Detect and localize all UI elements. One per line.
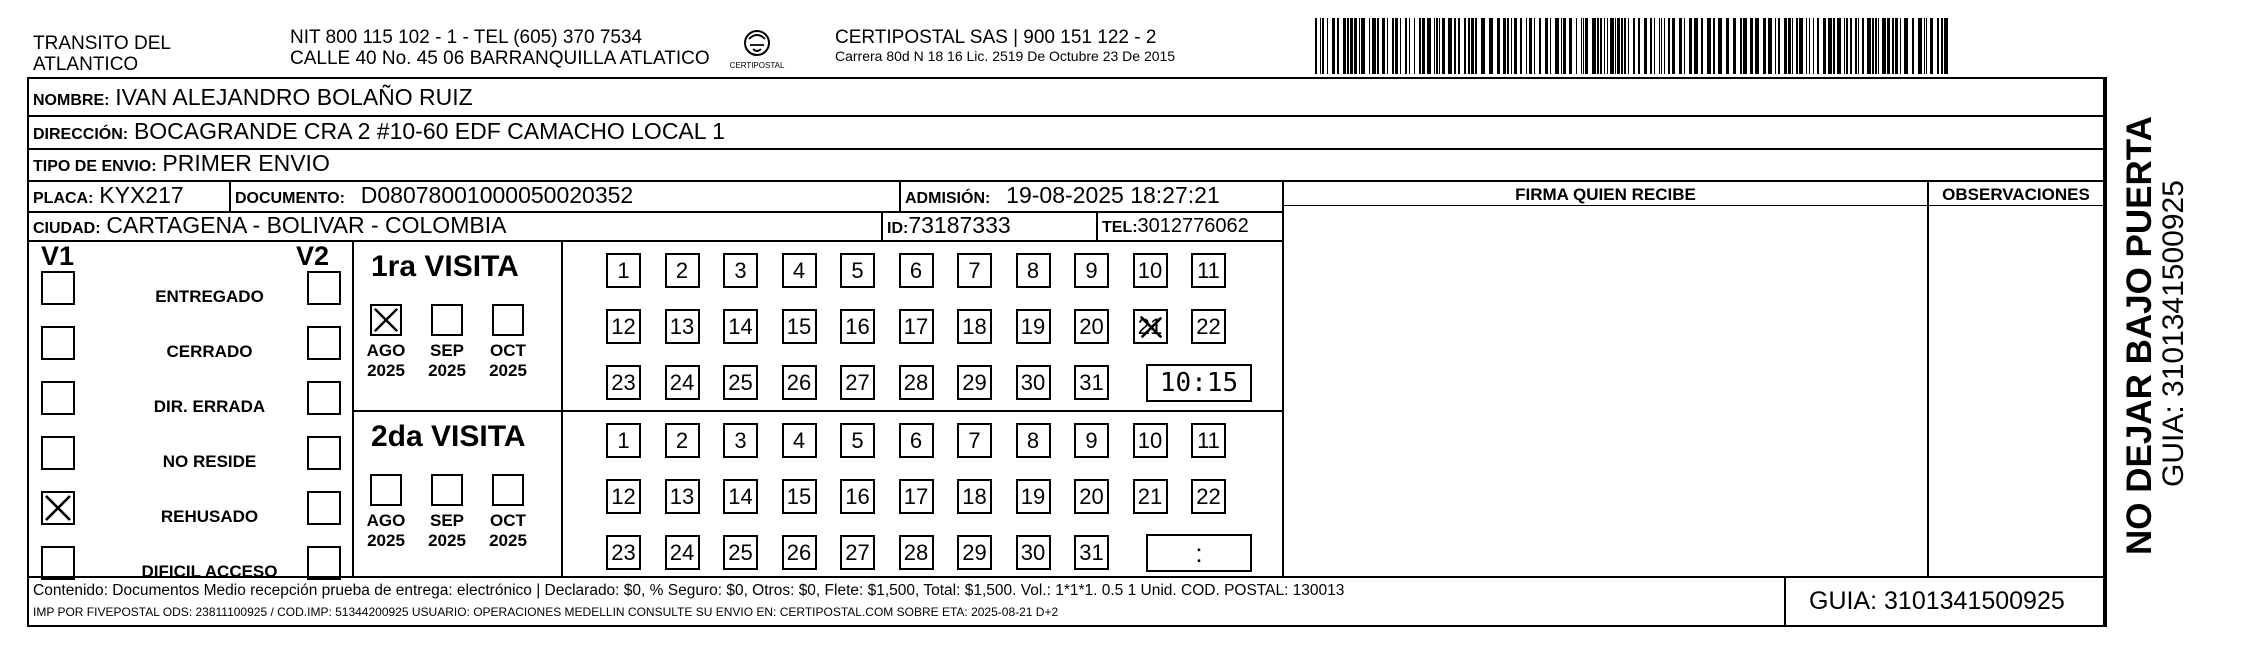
day-box[interactable]: 10: [1133, 253, 1168, 288]
day-box[interactable]: 9: [1074, 253, 1109, 288]
documento-field: [235, 183, 633, 211]
barcode-bar: [1361, 18, 1365, 74]
barcode-bar: [1545, 18, 1548, 74]
firma-header: FIRMA QUIEN RECIBE: [1515, 185, 1696, 204]
barcode-bar: [1436, 18, 1438, 74]
ciudad-value: CARTAGENA - BOLIVAR - COLOMBIA: [106, 212, 507, 238]
v2-checkbox[interactable]: [307, 271, 341, 305]
day-box[interactable]: 14: [723, 479, 758, 514]
month-checkbox[interactable]: [492, 474, 524, 506]
tipo-envio-value: PRIMER ENVIO: [162, 150, 330, 176]
day-box[interactable]: 17: [899, 479, 934, 514]
day-box[interactable]: 5: [840, 423, 875, 458]
barcode-bar: [1581, 18, 1582, 74]
day-box[interactable]: 27: [840, 365, 875, 400]
barcode-bar: [1511, 18, 1512, 74]
company-contact: [290, 27, 710, 69]
barcode-bar: [1481, 18, 1485, 74]
barcode-bar: [1534, 18, 1535, 74]
day-box[interactable]: 23: [606, 365, 641, 400]
barcode-bar: [1900, 18, 1901, 74]
barcode-bar: [1514, 18, 1517, 74]
barcode-bar: [1526, 18, 1527, 74]
barcode-bar: [1668, 18, 1670, 74]
barcode-bar: [1823, 18, 1826, 74]
barcode-bar: [1778, 18, 1780, 74]
placa-value: KYX217: [99, 182, 184, 208]
day-box[interactable]: 11: [1191, 423, 1226, 458]
day-box[interactable]: 24: [665, 535, 700, 570]
barcode-bar: [1718, 18, 1722, 74]
id-field: [887, 213, 1011, 241]
day-box[interactable]: 31: [1074, 365, 1109, 400]
day-box[interactable]: 5: [840, 253, 875, 288]
nit-line: NIT 800 115 102 - 1 - TEL (605) 370 7534: [290, 27, 643, 48]
day-box[interactable]: 18: [957, 309, 992, 344]
barcode-bar: [1684, 18, 1685, 74]
day-box[interactable]: 9: [1074, 423, 1109, 458]
month-name: OCT: [490, 511, 526, 530]
footer-guia: GUIA: 3101341500925: [1809, 587, 2065, 615]
barcode-bar: [1576, 18, 1577, 74]
month-year: 2025: [367, 531, 405, 550]
day-box[interactable]: 11: [1191, 253, 1226, 288]
barcode-bar: [1563, 18, 1566, 74]
day-box[interactable]: 21: [1133, 479, 1168, 514]
barcode-bar: [1343, 18, 1346, 74]
footer-print-line: IMP POR FIVEPOSTAL ODS: 23811100925 / COD.IMP: 51344200925 USUARIO: OPERACIONES MEDELLIN CONSULTE SU ENVIO EN: CERTIPOSTAL.COM SOBRE ETA: 2025-08-21 D+2: [33, 605, 1059, 619]
id-value: 73187333: [908, 212, 1011, 238]
v2-checkbox[interactable]: [307, 381, 341, 415]
v1-header: V1: [41, 241, 75, 271]
month-label: [423, 341, 471, 381]
barcode-bar: [1448, 18, 1452, 74]
month-name: AGO: [366, 511, 406, 530]
day-box[interactable]: 15: [782, 309, 817, 344]
barcode-bar: [1833, 18, 1835, 74]
footer-content-line: Contenido: Documentos Medio recepción prueba de entrega: electrónico | Declarado: $0, % Seguro: $0, Otros: $0, Flete: $1,500, Total: $1,500. Vol.: 1*1*1. 0.5 1 Unid. COD. POSTAL: 130013: [33, 582, 1345, 599]
barcode-bar: [1904, 18, 1908, 74]
day-box[interactable]: 13: [665, 309, 700, 344]
day-box[interactable]: 7: [957, 423, 992, 458]
barcode-bar: [1872, 18, 1874, 74]
barcode-bar: [1382, 18, 1385, 74]
barcode-bar: [1414, 18, 1415, 74]
id-label: ID:: [887, 220, 909, 237]
v1-checkbox[interactable]: [41, 546, 75, 580]
x-mark-icon: [372, 306, 400, 334]
barcode-bar: [1733, 18, 1736, 74]
month-checkbox[interactable]: [370, 474, 402, 506]
barcode-bar: [1743, 18, 1747, 74]
day-box[interactable]: 2: [665, 423, 700, 458]
nombre-value: IVAN ALEJANDRO BOLAÑO RUIZ: [115, 84, 473, 110]
tel-field: [1102, 213, 1249, 240]
barcode-bar: [1503, 18, 1506, 74]
barcode-bar: [1442, 18, 1445, 74]
month-label: [484, 511, 532, 551]
barcode-bar: [1624, 18, 1626, 74]
day-box[interactable]: 26: [782, 535, 817, 570]
barcode-bar: [1924, 18, 1925, 74]
day-box[interactable]: 1: [606, 423, 641, 458]
day-box[interactable]: 20: [1074, 479, 1109, 514]
placa-label: PLACA:: [33, 190, 94, 207]
day-box[interactable]: 31: [1074, 535, 1109, 570]
company-name: [33, 33, 171, 75]
company-line-2: ATLANTICO: [33, 54, 139, 75]
barcode-bar: [1439, 18, 1440, 74]
barcode-bar: [1664, 18, 1665, 74]
v1-checkbox[interactable]: [41, 491, 75, 525]
month-checkbox[interactable]: [492, 304, 524, 336]
day-box[interactable]: 29: [957, 535, 992, 570]
barcode-bar: [1347, 18, 1349, 74]
direccion-row: [33, 119, 725, 147]
direccion-value: BOCAGRANDE CRA 2 #10-60 EDF CAMACHO LOCAL 1: [133, 118, 725, 144]
day-box[interactable]: 2: [665, 253, 700, 288]
day-box[interactable]: 16: [840, 309, 875, 344]
barcode-bar: [1882, 18, 1886, 74]
barcode-bar: [1895, 18, 1898, 74]
barcode-bar: [1755, 18, 1759, 74]
day-box[interactable]: 18: [957, 479, 992, 514]
address-line: CALLE 40 No. 45 06 BARRANQUILLA ATLATICO: [290, 48, 710, 69]
barcode-bar: [1672, 18, 1675, 74]
barcode: [1315, 18, 1950, 74]
company-line-1: TRANSITO DEL: [33, 33, 171, 54]
barcode-bar: [1689, 18, 1692, 74]
barcode-bar: [1763, 18, 1766, 74]
month-name: AGO: [366, 341, 406, 360]
barcode-bar: [1887, 18, 1890, 74]
barcode-bar: [1585, 18, 1588, 74]
day-box[interactable]: 14: [723, 309, 758, 344]
barcode-bar: [1628, 18, 1629, 74]
barcode-bar: [1828, 18, 1832, 74]
barcode-bar: [1768, 18, 1772, 74]
barcode-bar: [1926, 18, 1927, 74]
barcode-bar: [1322, 18, 1324, 74]
v1-checkbox[interactable]: [41, 271, 75, 305]
logo-label: CERTIPOSTAL: [729, 61, 785, 70]
barcode-bar: [1387, 18, 1388, 74]
barcode-bar: [1471, 18, 1474, 74]
barcode-bar: [1701, 18, 1703, 74]
day-box[interactable]: 12: [606, 479, 641, 514]
barcode-bar: [1875, 18, 1877, 74]
month-name: OCT: [490, 341, 526, 360]
month-year: 2025: [489, 361, 527, 380]
barcode-bar: [1726, 18, 1729, 74]
barcode-bar: [1813, 18, 1814, 74]
barcode-bar: [1458, 18, 1460, 74]
documento-label: DOCUMENTO:: [235, 190, 345, 207]
barcode-bar: [1359, 18, 1360, 74]
day-box[interactable]: 10: [1133, 423, 1168, 458]
day-box[interactable]: 28: [899, 365, 934, 400]
x-mark-icon: [43, 493, 73, 523]
barcode-bar: [1597, 18, 1599, 74]
ciudad-label: CIUDAD:: [33, 220, 101, 237]
status-option-label: NO RESIDE: [162, 452, 257, 471]
barcode-bar: [1350, 18, 1353, 74]
barcode-bar: [1659, 18, 1660, 74]
month-year: 2025: [428, 531, 466, 550]
month-year: 2025: [489, 531, 527, 550]
barcode-bar: [1941, 18, 1943, 74]
certipostal-line: CERTIPOSTAL SAS | 900 151 122 - 2: [835, 27, 1157, 48]
barcode-bar: [1862, 18, 1864, 74]
day-box[interactable]: 17: [899, 309, 934, 344]
barcode-bar: [1395, 18, 1398, 74]
day-box[interactable]: 8: [1016, 423, 1051, 458]
barcode-bar: [1661, 18, 1662, 74]
tipo-envio-row: [33, 151, 330, 179]
barcode-bar: [1392, 18, 1394, 74]
observaciones-header: OBSERVACIONES: [1942, 185, 2090, 204]
status-option-label: REHUSADO: [160, 507, 259, 526]
barcode-bar: [1850, 18, 1852, 74]
barcode-bar: [1817, 18, 1819, 74]
documento-value: D08078001000050020352: [360, 182, 634, 208]
month-name: SEP: [429, 511, 465, 530]
day-box[interactable]: 27: [840, 535, 875, 570]
v2-checkbox[interactable]: [307, 326, 341, 360]
day-box[interactable]: 4: [782, 253, 817, 288]
barcode-bar: [1694, 18, 1698, 74]
nombre-row: [33, 85, 473, 113]
barcode-bar: [1858, 18, 1859, 74]
visit-title: 2da VISITA: [371, 420, 526, 453]
barcode-bar: [1792, 18, 1793, 74]
barcode-bar: [1809, 18, 1810, 74]
day-box[interactable]: 28: [899, 535, 934, 570]
month-name: SEP: [429, 341, 465, 360]
day-box[interactable]: 29: [957, 365, 992, 400]
barcode-bar: [1400, 18, 1401, 74]
barcode-bar: [1315, 18, 1317, 74]
barcode-bar: [1332, 18, 1335, 74]
day-box[interactable]: 30: [1016, 365, 1051, 400]
ciudad-field: [33, 213, 506, 241]
barcode-bar: [1604, 18, 1605, 74]
day-box[interactable]: 7: [957, 253, 992, 288]
day-box[interactable]: 25: [723, 535, 758, 570]
barcode-bar: [1539, 18, 1541, 74]
barcode-bar: [1372, 18, 1376, 74]
month-year: 2025: [367, 361, 405, 380]
v2-checkbox[interactable]: [307, 436, 341, 470]
day-box[interactable]: 23: [606, 535, 641, 570]
barcode-bar: [1806, 18, 1807, 74]
barcode-bar: [1679, 18, 1682, 74]
day-box[interactable]: 16: [840, 479, 875, 514]
barcode-bar: [1837, 18, 1841, 74]
visit-time[interactable]: 10:15: [1146, 364, 1252, 402]
barcode-bar: [1600, 18, 1602, 74]
barcode-bar: [1650, 18, 1652, 74]
barcode-bar: [1918, 18, 1922, 74]
barcode-bar: [1799, 18, 1803, 74]
tipo-envio-label: TIPO DE ENVIO:: [33, 158, 157, 175]
barcode-bar: [1775, 18, 1776, 74]
day-box[interactable]: 1: [606, 253, 641, 288]
day-box[interactable]: 19: [1016, 479, 1051, 514]
barcode-bar: [1327, 18, 1328, 74]
barcode-bar: [1468, 18, 1470, 74]
barcode-bar: [1713, 18, 1715, 74]
barcode-bar: [1427, 18, 1431, 74]
day-box[interactable]: 12: [606, 309, 641, 344]
barcode-bar: [1638, 18, 1640, 74]
delivery-card: [27, 77, 2107, 627]
day-box[interactable]: 24: [665, 365, 700, 400]
barcode-bar: [1930, 18, 1933, 74]
tel-value: 3012776062: [1137, 215, 1249, 237]
observations-area[interactable]: [1930, 207, 2102, 575]
month-checkbox[interactable]: [431, 304, 463, 336]
barcode-bar: [1405, 18, 1407, 74]
license-line: Carrera 80d N 18 16 Lic. 2519 De Octubre 23 De 2015: [835, 48, 1176, 64]
status-option-label: ENTREGADO: [155, 287, 264, 306]
barcode-bar: [1654, 18, 1655, 74]
barcode-bar: [1707, 18, 1711, 74]
side-guia: GUIA: 3101341500925: [2157, 180, 2190, 487]
barcode-bar: [1633, 18, 1635, 74]
direccion-label: DIRECCIÓN:: [33, 126, 129, 143]
barcode-bar: [1855, 18, 1857, 74]
barcode-bar: [1944, 18, 1948, 74]
barcode-bar: [1489, 18, 1493, 74]
barcode-bar: [1878, 18, 1879, 74]
barcode-bar: [1592, 18, 1596, 74]
barcode-bar: [1569, 18, 1572, 74]
tel-label: TEL:: [1102, 219, 1138, 236]
barcode-bar: [1607, 18, 1608, 74]
status-option-label: DIR. ERRADA: [153, 397, 266, 416]
day-box[interactable]: 3: [723, 423, 758, 458]
barcode-bar: [1454, 18, 1456, 74]
barcode-bar: [1583, 18, 1584, 74]
barcode-bar: [1610, 18, 1614, 74]
barcode-bar: [1337, 18, 1339, 74]
barcode-bar: [1615, 18, 1616, 74]
v1-checkbox[interactable]: [41, 381, 75, 415]
month-label: [362, 341, 410, 381]
month-label: [423, 511, 471, 551]
day-box[interactable]: 22: [1191, 309, 1226, 344]
barcode-bar: [1377, 18, 1379, 74]
barcode-bar: [1937, 18, 1939, 74]
placa-field: [33, 183, 184, 211]
day-box[interactable]: 19: [1016, 309, 1051, 344]
day-box[interactable]: 26: [782, 365, 817, 400]
barcode-bar: [1529, 18, 1532, 74]
admision-label: ADMISIÓN:: [905, 190, 991, 207]
day-box[interactable]: 6: [899, 423, 934, 458]
visit-time[interactable]: :: [1146, 534, 1252, 572]
admision-value: 19-08-2025 18:27:21: [1006, 182, 1220, 208]
day-box[interactable]: 20: [1074, 309, 1109, 344]
day-box[interactable]: 30: [1016, 535, 1051, 570]
day-box[interactable]: 3: [723, 253, 758, 288]
certipostal-info: [835, 27, 1175, 65]
v2-checkbox[interactable]: [307, 491, 341, 525]
barcode-bar: [1419, 18, 1421, 74]
admision-field: [905, 183, 1220, 211]
barcode-bar: [1892, 18, 1894, 74]
day-box[interactable]: 22: [1191, 479, 1226, 514]
barcode-bar: [1617, 18, 1620, 74]
barcode-bar: [1621, 18, 1623, 74]
barcode-bar: [1520, 18, 1522, 74]
month-year: 2025: [428, 361, 466, 380]
day-box[interactable]: 15: [782, 479, 817, 514]
barcode-bar: [1644, 18, 1647, 74]
barcode-bar: [1475, 18, 1477, 74]
barcode-bar: [1555, 18, 1559, 74]
v2-header: V2: [296, 241, 330, 271]
barcode-bar: [1409, 18, 1410, 74]
barcode-bar: [1422, 18, 1425, 74]
signature-area[interactable]: [1285, 207, 1926, 575]
barcode-bar: [1497, 18, 1500, 74]
month-checkbox[interactable]: [431, 474, 463, 506]
day-box[interactable]: 13: [665, 479, 700, 514]
day-box[interactable]: 4: [782, 423, 817, 458]
certipostal-logo: [729, 25, 785, 73]
month-label: [484, 341, 532, 381]
v1-checkbox[interactable]: [41, 436, 75, 470]
day-box[interactable]: 8: [1016, 253, 1051, 288]
barcode-bar: [1434, 18, 1435, 74]
day-box[interactable]: 25: [723, 365, 758, 400]
day-box[interactable]: 6: [899, 253, 934, 288]
month-label: [362, 511, 410, 551]
barcode-bar: [1507, 18, 1509, 74]
barcode-bar: [1912, 18, 1914, 74]
side-warning: NO DEJAR BAJO PUERTA: [2120, 116, 2159, 555]
barcode-bar: [1788, 18, 1791, 74]
status-option-label: DIFICIL ACCESO: [141, 562, 278, 581]
month-checkbox[interactable]: [370, 304, 402, 336]
barcode-bar: [1354, 18, 1357, 74]
barcode-bar: [1550, 18, 1551, 74]
barcode-bar: [1784, 18, 1787, 74]
barcode-bar: [1844, 18, 1845, 74]
barcode-bar: [1464, 18, 1466, 74]
v1-checkbox[interactable]: [41, 326, 75, 360]
barcode-bar: [1846, 18, 1848, 74]
barcode-bar: [1561, 18, 1562, 74]
barcode-bar: [1320, 18, 1321, 74]
barcode-bar: [1796, 18, 1798, 74]
day-box[interactable]: 21: [1133, 309, 1168, 344]
visit-title: 1ra VISITA: [371, 250, 519, 283]
barcode-bar: [1369, 18, 1370, 74]
barcode-bar: [1867, 18, 1871, 74]
v2-checkbox[interactable]: [307, 546, 341, 580]
status-option-label: CERRADO: [166, 342, 253, 361]
nombre-label: NOMBRE:: [33, 92, 110, 109]
barcode-bar: [1750, 18, 1753, 74]
barcode-bar: [1740, 18, 1742, 74]
